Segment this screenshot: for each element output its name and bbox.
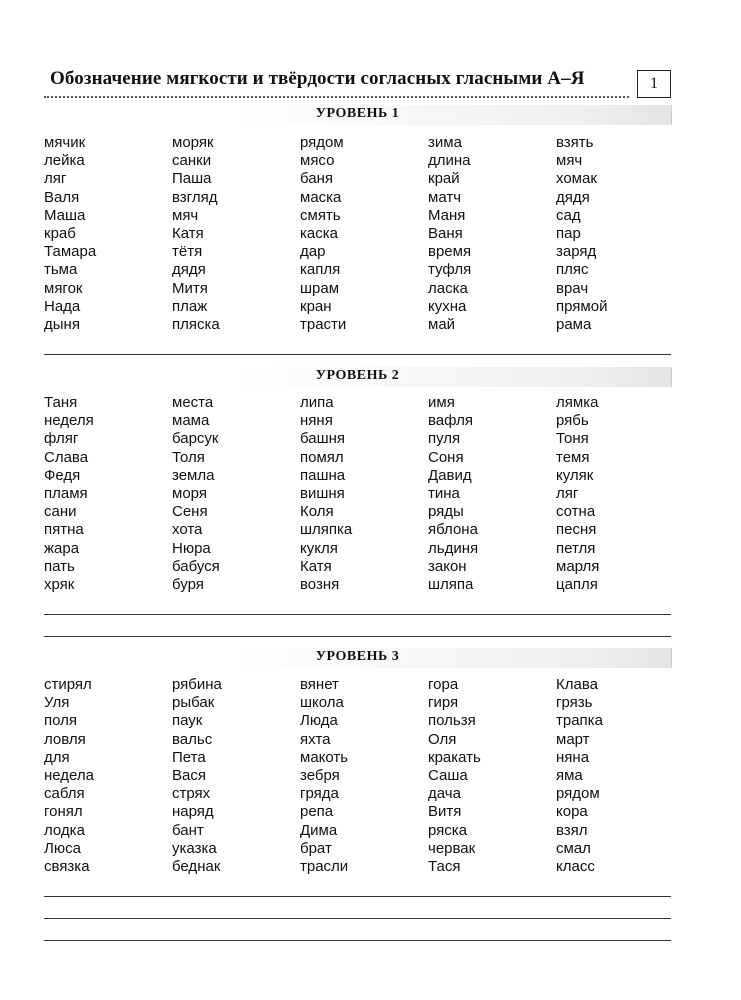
word: Соня [428,448,464,466]
word: Маша [44,206,86,224]
word: плаж [172,297,208,315]
word: мягок [44,279,83,297]
word: сад [556,206,581,224]
word: няна [556,748,590,766]
word: сотна [556,503,596,521]
answer-line [44,354,671,355]
word: связка [44,857,90,875]
word: гора [428,676,459,693]
word: кракать [428,748,481,766]
word: льдиня [428,539,479,557]
level-3-word-grid [44,676,684,876]
word: лодка [44,821,85,839]
word: тьма [44,261,78,279]
word: Митя [172,279,208,297]
word: пать [44,557,75,575]
word: лейка [44,152,85,170]
word: краб [44,224,76,242]
word: Нюра [172,539,211,557]
word: места [172,394,214,411]
word: указка [172,839,217,857]
word: Люда [300,712,338,730]
word: ляг [44,170,67,188]
word: мама [172,412,210,430]
word: мяч [172,206,199,224]
word: рябь [556,412,589,430]
word: вишня [300,484,345,502]
word: дача [428,785,461,803]
word: ловля [44,730,86,748]
level-3-header [44,648,672,668]
word: Валя [44,188,80,206]
word: макоть [300,748,349,766]
word: пляс [556,261,589,279]
word: Саша [428,766,468,784]
word: пашна [300,466,346,484]
word: наряд [172,803,214,821]
word: мяч [556,152,583,170]
word: смал [556,839,591,857]
word: барсук [172,430,219,448]
level-1-word-grid [44,134,684,334]
level-1-header [44,105,672,125]
level-3-title: УРОВЕНЬ 3 [315,649,400,664]
word: гиря [428,694,459,712]
word: ряды [428,503,464,521]
word: моря [172,484,207,502]
word: дар [300,243,326,261]
word: Люса [44,839,81,857]
word: вальс [172,730,213,748]
word: трасти [300,315,347,333]
word: башня [300,430,346,448]
word: Паша [172,170,212,188]
word: Сеня [172,503,208,521]
word: Клава [556,676,598,693]
word: Толя [172,448,205,466]
word: школа [300,694,344,712]
word: Таня [44,394,78,411]
word: рядом [556,785,600,803]
word: тётя [172,243,203,261]
word: Катя [172,224,204,242]
level-2-header [44,367,672,387]
word: пламя [44,484,88,502]
word: вафля [428,412,474,430]
word: взгляд [172,188,218,206]
answer-line [44,636,671,637]
word: стрях [172,785,211,803]
word: пуля [428,430,461,448]
word: поля [44,712,78,730]
word: время [428,243,472,261]
level-2-word-grid [44,394,684,594]
word: яма [556,766,583,784]
word: зима [428,134,462,151]
word: петля [556,539,596,557]
word: возня [300,575,340,593]
page-number-box: 1 [637,70,671,98]
word: пар [556,224,581,242]
word: рама [556,315,592,333]
word: матч [428,188,462,206]
word: маска [300,188,342,206]
page-title: Обозначение мягкости и твёрдости согласных гласными А–Я [50,68,585,89]
word: хомак [556,170,597,188]
word: длина [428,152,471,170]
word: врач [556,279,589,297]
word: Слава [44,448,89,466]
word: Давид [428,466,472,484]
word: трасли [300,857,349,875]
word: рядом [300,134,344,151]
word: буря [172,575,204,593]
word: сани [44,503,77,521]
word: край [428,170,460,188]
word: вянет [300,676,339,693]
word: закон [428,557,467,575]
word: рыбак [172,694,215,712]
word: кора [556,803,588,821]
word: лямка [556,394,599,411]
word: ляг [556,484,579,502]
word: Тоня [556,430,589,448]
word: шляпка [300,521,353,539]
word: шрам [300,279,340,297]
word: ласка [428,279,468,297]
word: кран [300,297,332,315]
word: хряк [44,575,75,593]
word: для [44,748,70,766]
word: Тамара [44,243,97,261]
word: взять [556,134,594,151]
word: гряда [300,785,339,803]
word: моряк [172,134,214,151]
word: паук [172,712,203,730]
word: мячик [44,134,86,151]
word: Пета [172,748,206,766]
word: зебря [300,766,340,784]
word: Тася [428,857,461,875]
word: Катя [300,557,332,575]
word: земла [172,466,215,484]
word: Ваня [428,224,463,242]
word: дыня [44,315,80,333]
word: капля [300,261,341,279]
word: прямой [556,297,608,315]
answer-line [44,940,671,941]
word: март [556,730,590,748]
word: Маня [428,206,466,224]
word: хота [172,521,203,539]
word: цапля [556,575,598,593]
word: мясо [300,152,335,170]
word: грязь [556,694,593,712]
word: пользя [428,712,476,730]
word: Федя [44,466,81,484]
word: беднак [172,857,221,875]
word: пляска [172,315,220,333]
word: репа [300,803,334,821]
word: класс [556,857,595,875]
word: липа [300,394,334,411]
word: червак [428,839,476,857]
word: рябина [172,676,222,693]
word: Оля [428,730,457,748]
word: баня [300,170,333,188]
word: брат [300,839,332,857]
word: бабуся [172,557,220,575]
word: стирял [44,676,92,693]
word: гонял [44,803,83,821]
word: тина [428,484,460,502]
answer-line [44,614,671,615]
level-1-title: УРОВЕНЬ 1 [315,106,400,121]
word: темя [556,448,590,466]
word: туфля [428,261,472,279]
word: Уля [44,694,70,712]
word: помял [300,448,344,466]
word: кукля [300,539,338,557]
word: марля [556,557,600,575]
word: Коля [300,503,334,521]
word: кухна [428,297,467,315]
level-2-title: УРОВЕНЬ 2 [315,368,400,383]
word: жара [44,539,80,557]
word: май [428,315,456,333]
word: недела [44,766,94,784]
word: Витя [428,803,462,821]
word: куляк [556,466,594,484]
word: взял [556,821,588,839]
word: дядя [556,188,590,206]
word: песня [556,521,597,539]
page-header [44,62,629,98]
word: дядя [172,261,206,279]
word: Вася [172,766,206,784]
word: Дима [300,821,338,839]
answer-line [44,896,671,897]
word: санки [172,152,212,170]
word: пятна [44,521,84,539]
word: яхта [300,730,331,748]
answer-line [44,918,671,919]
word: няня [300,412,333,430]
word: имя [428,394,455,411]
word: шляпа [428,575,474,593]
word: Нада [44,297,81,315]
word: заряд [556,243,597,261]
word: яблона [428,521,478,539]
word: каска [300,224,338,242]
word: ряска [428,821,468,839]
word: неделя [44,412,94,430]
word: фляг [44,430,79,448]
word: бант [172,821,204,839]
word: трапка [556,712,603,730]
word: смять [300,206,341,224]
word: сабля [44,785,85,803]
